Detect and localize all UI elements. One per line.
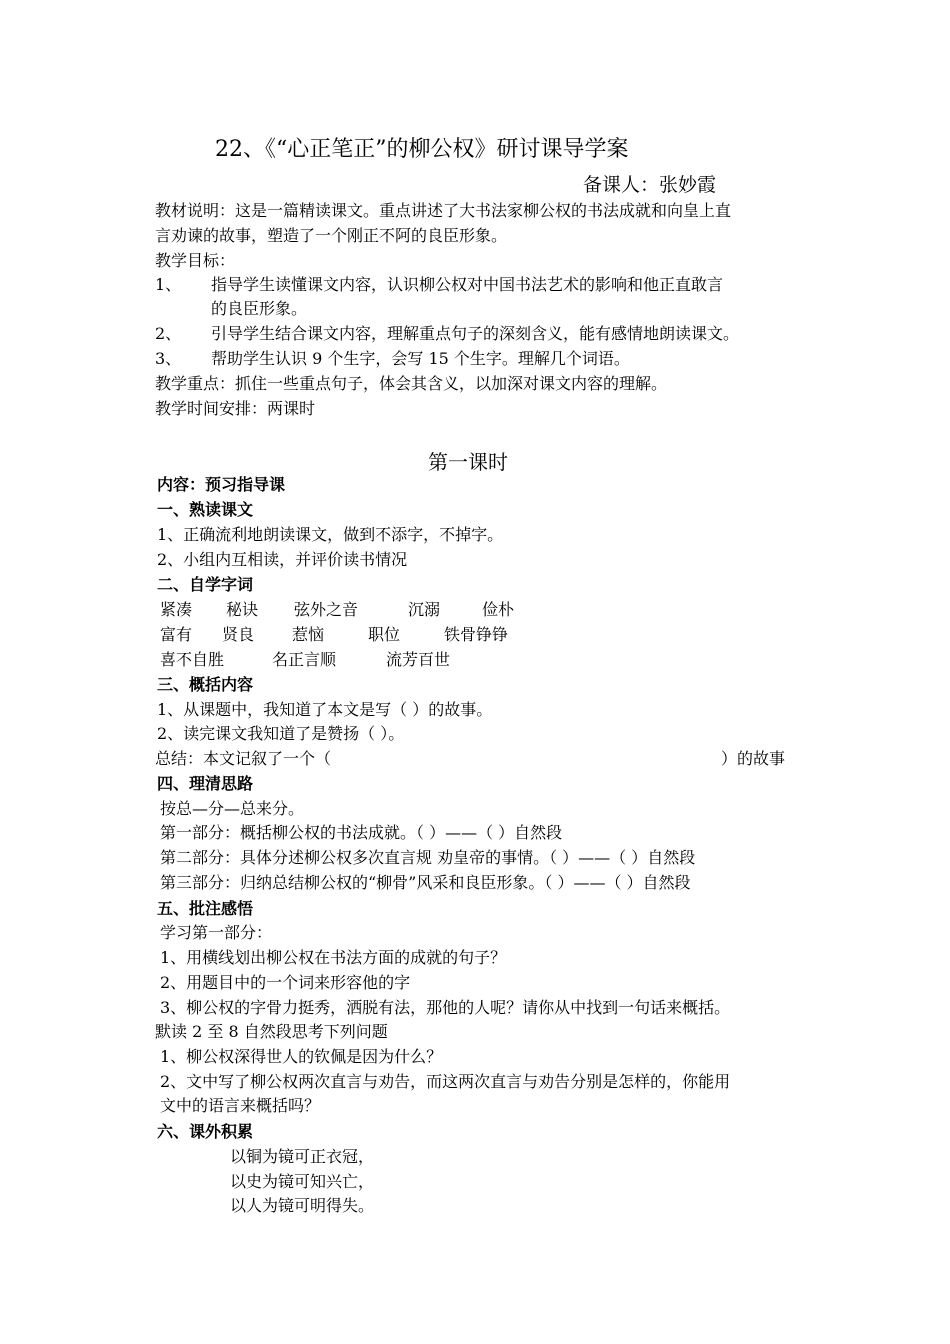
goal-2-text: 引导学生结合课文内容，理解重点句子的深刻含义，能有感情地朗读课文。: [211, 324, 740, 343]
goal-3-text: 帮助学生认识 9 个生字，会写 15 个生字。理解几个词语。: [211, 349, 630, 368]
goal-2-number: 2、: [155, 324, 182, 343]
section-6-heading: 六、课外积累: [157, 1122, 254, 1141]
section-5-reading-task: 默读 2 至 8 自然段思考下列问题: [155, 1022, 388, 1041]
section-3-item-2: 2、读完课文我知道了是赞扬（ ）。: [157, 724, 405, 743]
word: 贤良: [222, 625, 255, 644]
time-arrangement: 教学时间安排：两课时: [155, 399, 316, 418]
goal-3: [155, 348, 630, 370]
word: 俭朴: [482, 600, 515, 619]
section-1-item-2: 2、小组内互相读，并评价读书情况: [157, 550, 408, 569]
section-5-item-2: 2、用题目中的一个词来形容他的字: [160, 973, 411, 992]
word: 职位: [368, 625, 401, 644]
word: 名正言顺: [272, 650, 337, 669]
word: 流芳百世: [386, 650, 451, 669]
poem-line-1: 以铜为镜可正衣冠，: [230, 1147, 375, 1166]
section-2-heading: 二、自学字词: [157, 575, 254, 594]
intro-line-2: 言劝谏的故事，塑造了一个刚正不阿的良臣形象。: [155, 226, 508, 245]
section-5-intro: 学习第一部分：: [160, 923, 273, 942]
word: 沉溺: [408, 600, 441, 619]
author-line: 备课人：张妙霞: [583, 174, 717, 196]
goal-1: [155, 274, 723, 296]
lesson-content: 内容：预习指导课: [157, 475, 286, 494]
word-row-3: [160, 649, 450, 671]
goals-heading: 教学目标：: [155, 251, 236, 270]
section-5-question-2b: 文中的语言来概括吗？: [160, 1096, 321, 1115]
goal-2: [155, 323, 739, 345]
section-3-summary-a: 总结：本文记叙了一个（: [155, 749, 332, 768]
word: 紧凑: [160, 600, 193, 619]
goal-1-number: 1、: [155, 275, 182, 294]
poem-line-2: 以史为镜可知兴亡，: [230, 1172, 375, 1191]
lesson-heading: 第一课时: [428, 450, 508, 474]
goal-3-number: 3、: [155, 349, 182, 368]
section-3-summary-b: ）的故事: [721, 749, 786, 768]
section-3-item-1: 1、从课题中，我知道了本文是写（ ）的故事。: [157, 700, 493, 719]
section-4-part-2: 第二部分：具体分述柳公权多次直言规 劝皇帝的事情。（ ）——（ ）自然段: [160, 848, 696, 867]
section-5-question-1: 1、柳公权深得世人的钦佩是因为什么？: [160, 1047, 443, 1066]
poem-line-3: 以人为镜可明得失。: [230, 1196, 375, 1215]
section-5-question-2a: 2、文中写了柳公权两次直言与劝告，而这两次直言与劝告分别是怎样的，你能用: [160, 1072, 731, 1091]
word: 弦外之音: [294, 600, 359, 619]
section-1-heading: 一、熟读课文: [157, 500, 254, 519]
section-5-heading: 五、批注感悟: [157, 899, 254, 918]
word-row-1: [160, 599, 514, 621]
word: 秘诀: [226, 600, 259, 619]
word: 铁骨铮铮: [444, 625, 509, 644]
word: 富有: [160, 625, 193, 644]
section-4-part-3: 第三部分：归纳总结柳公权的“柳骨”风采和良臣形象。（ ）——（ ）自然段: [160, 873, 691, 892]
intro-line-1: 教材说明：这是一篇精读课文。重点讲述了大书法家柳公权的书法成就和向皇上直: [155, 201, 732, 220]
section-4-part-1: 第一部分：概括柳公权的书法成就。（ ）——（ ）自然段: [160, 823, 563, 842]
word-row-2: [160, 624, 508, 646]
key-point: 教学重点：抓住一些重点句子，体会其含义，以加深对课文内容的理解。: [155, 374, 668, 393]
section-1-item-1: 1、正确流利地朗读课文，做到不添字，不掉字。: [157, 525, 504, 544]
word: 喜不自胜: [160, 650, 225, 669]
section-3-heading: 三、概括内容: [157, 675, 254, 694]
goal-1-text-a: 指导学生读懂课文内容，认识柳公权对中国书法艺术的影响和他正直敢言: [211, 275, 724, 294]
section-4-intro: 按总—分—总来分。: [160, 799, 305, 818]
document-title: 22、《“心正笔正”的柳公权》研讨课导学案: [215, 137, 629, 162]
goal-1-text-b: 的良臣形象。: [211, 299, 308, 318]
word: 惹恼: [292, 625, 325, 644]
section-4-heading: 四、理清思路: [157, 774, 254, 793]
section-5-item-3: 3、柳公权的字骨力挺秀，洒脱有法，那他的人呢？请你从中找到一句话来概括。: [160, 998, 731, 1017]
section-5-item-1: 1、用横线划出柳公权在书法方面的成就的句子？: [160, 948, 507, 967]
